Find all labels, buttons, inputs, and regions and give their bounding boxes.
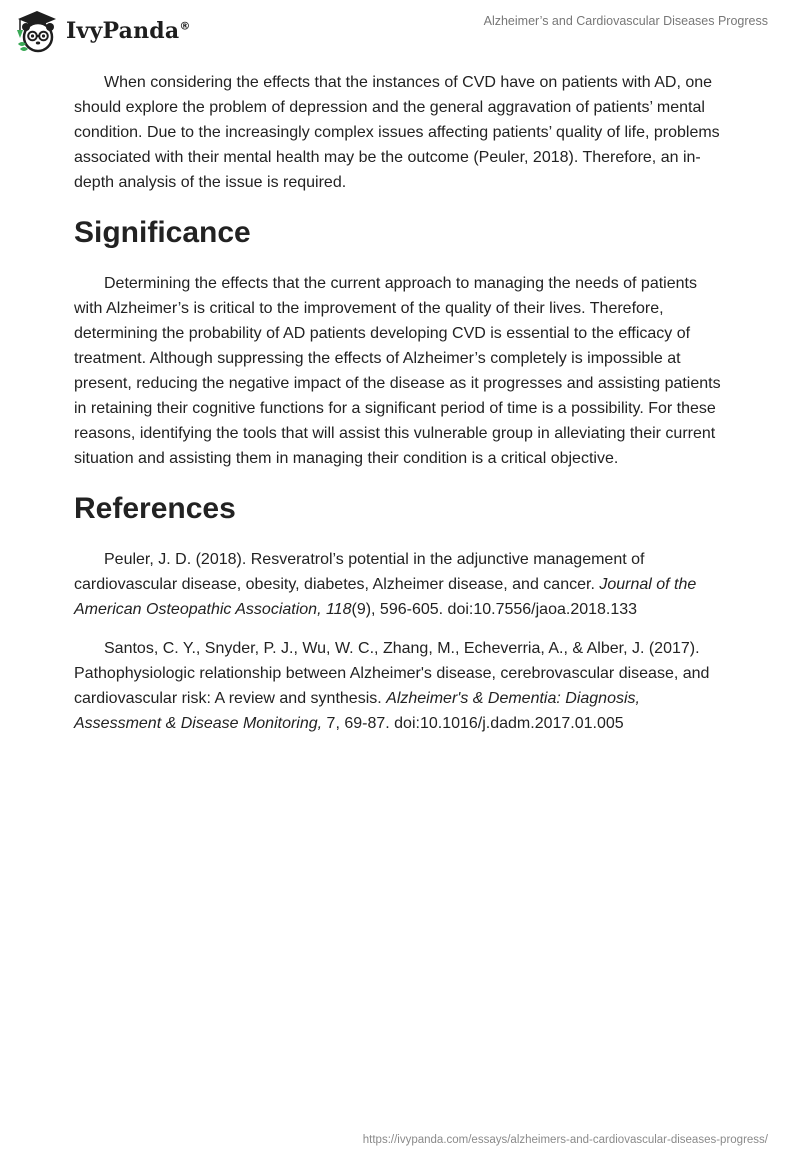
logo-text — [66, 18, 191, 44]
panda-graduate-icon — [14, 8, 60, 54]
reference-details: 7, 69-87. doi:10.1016/j.dadm.2017.01.005 — [322, 715, 624, 732]
reference-item — [74, 547, 728, 622]
intro-paragraph: When considering the effects that the instances of CVD have on patients with AD, one should explore the problem of depression and the general aggravation of patients’ mental condition. Due to the increasingly complex issues affecting patients’ quality of life, problems associated with their mental health may be the outcome (Peuler, 2018). Therefore, an in-depth analysis of the issue is required. — [74, 74, 720, 191]
ivypanda-logo[interactable] — [14, 8, 191, 54]
page-header — [0, 0, 800, 60]
document-title: Alzheimer’s and Cardiovascular Diseases Progress — [483, 14, 768, 28]
reference-text: Santos, C. Y., Snyder, P. J., Wu, W. C., Zhang, M., Echeverria, A., & Alber, J. (2017). Pathophysiologic relationship between Alzheimer's disease, cerebrovascular disease, and cardiovascular risk: A review and synthesis. — [74, 640, 710, 707]
essay-content — [74, 70, 728, 750]
logo-wordmark: IvyPanda — [66, 18, 180, 44]
references-heading: References — [74, 492, 236, 525]
reference-journal: Alzheimer's & Dementia: Diagnosis, Assessment & Disease Monitoring, — [74, 690, 640, 732]
reference-item — [74, 636, 728, 736]
registered-mark: ® — [179, 19, 191, 33]
source-url[interactable]: https://ivypanda.com/essays/alzheimers-and-cardiovascular-diseases-progress/ — [362, 1134, 768, 1146]
significance-heading: Significance — [74, 216, 251, 249]
reference-text: Peuler, J. D. (2018). Resveratrol’s potential in the adjunctive management of cardiovascular disease, obesity, diabetes, Alzheimer disease, and cancer. — [74, 551, 645, 593]
reference-details: (9), 596-605. doi:10.7556/jaoa.2018.133 — [351, 601, 638, 618]
reference-journal: Journal of the American Osteopathic Association, 118 — [74, 576, 697, 618]
significance-paragraph: Determining the effects that the current approach to managing the needs of patients with Alzheimer’s is critical to the improvement of the quality of their lives. Therefore, determining the probability of AD patients developing CVD is essential to the efficacy of treatment. Although suppressing the effects of Alzheimer’s completely is impossible at present, reducing the negative impact of the disease as it progresses and assisting patients in retaining their cognitive functions for a significant period of time is a possibility. For these reasons, identifying the tools that will assist this vulnerable group in alleviating their current situation and assisting them in managing their condition is a critical objective. — [74, 275, 721, 467]
